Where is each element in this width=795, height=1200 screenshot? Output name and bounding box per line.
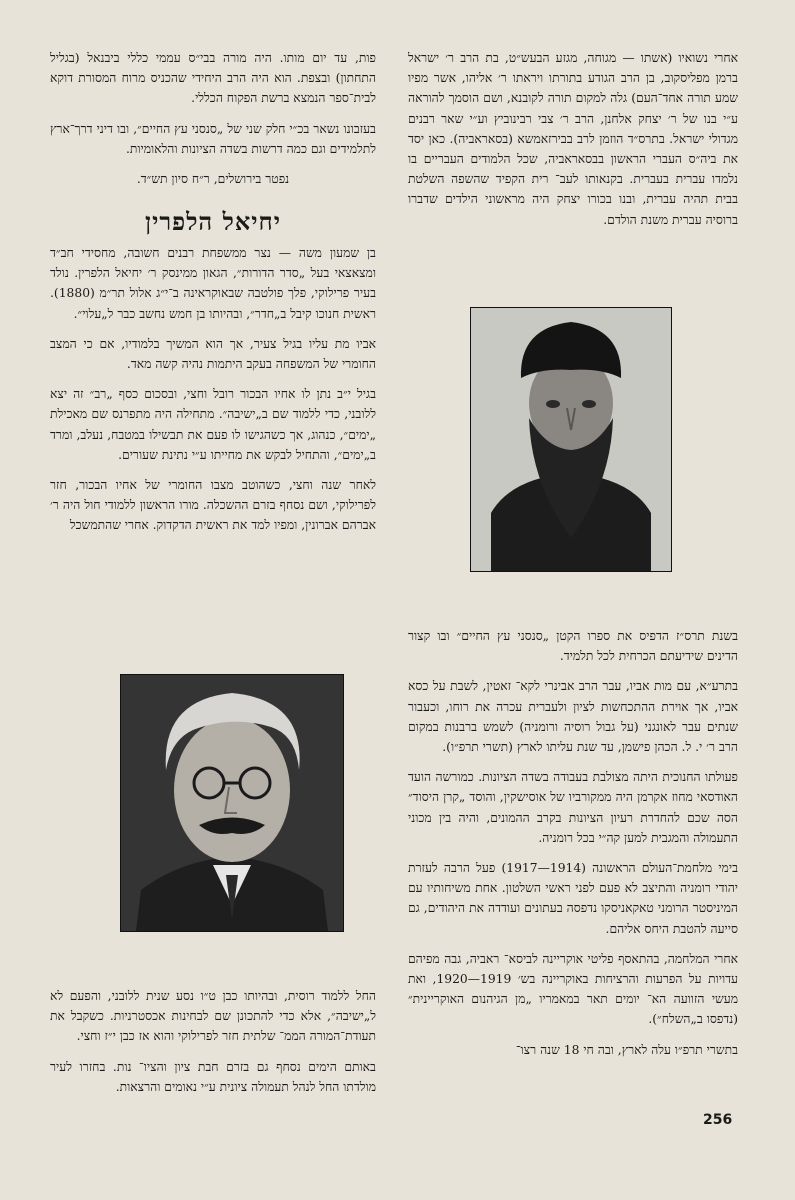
paragraph: בימי מלחמת־העולם הראשונה (1914—1917) פעל הרבה לעזרת יהודי רומניה והתיצב לא פעם לפני ראשי השלטון. אחת משיחותיו עם המיניסטר הרומני טאקאניסקו נדפסה בעתונים ועודדה את היהודים, גם סייעה להטבת היחס אליהם.: [408, 861, 738, 936]
paragraph: בן שמעון משה — נצר ממשפחת רבנים חשובה, מחסידי חב״ד ומצאצאי בעל „סדר הדורות״, הגאון ממינסק ר׳ יחיאל הלפרין. נולד בעיר פרילוקי, פלך פולטבה שבאוקראינה ב־י״ג אלול תר״מ (1880). ראשית חנוכו קיבל ב„חדר״, ובהיותו בן חמש נחשב כבר ל„עלוי״.: [50, 246, 376, 321]
section-heading: יחיאל הלפרין: [144, 207, 282, 237]
rabbi-portrait-drawing: [471, 308, 671, 571]
paragraph: פות, עד יום מותו. היה מורה בבי״ס עממי כללי ביבנאל (בגליל התחתון) ובצפת. הוא היה הרב היחידי שהכניס מרוח המסורת דוקא לבית־ספר הנמצא ברשת הפקוח הכללי.: [50, 51, 376, 106]
paragraph: באותם הימים נסחף גם בזרם חבת ציון והציו־ נות. בחזרו לעיר מולדתו החל לנהל תעמולה ציונית ע״י נאומים והרצאות.: [50, 1059, 376, 1094]
paragraph: אחרי נשואיו (אשתו — מגוחה, מגזע הבעש״ט, בת הרב ר׳ ישראל ברמן מפליסקוב, בן הרב הגודע בתורתו ויראתו ר׳ אליהו, אשר מפיו שמע תורה אחד־העם) גלה למקום תורה לקובנא, ושם הוסמך להוראה ע״י בנו של ר׳ יצחק אלחנן, הרב ר׳ צבי רבינוביץ וע״י שאר רבנים מגדולי ישראל. בתרס״ד הוזמן לרב בבירזאמשא (בסאראביה). כאן יסד את ביה״ס העברי הראשון בבסאראביה, שכל הלמודים העבריים בו נלמדו עברית בעברית. בקנאותו לעב־ רית הקפיד שהשפה השלטת בבית תהיה עברית, ובנו בכורו יצחק היה מראשוני הילדים שדברו ברוסיה עברית משנת הולדם.: [408, 51, 738, 227]
page-number: 256: [703, 1112, 733, 1128]
paragraph: בעזבונו נשאר בכ״י חלק שני של „סנסני עץ החיים״, ובו דיני דרך־ארץ לתלמידים וגם כמה דרשות בשדה הציונות והלאומיות.: [50, 121, 376, 156]
paragraph: בשנת תרס״ז הדפיס את ספרו הקטן „סנסני עץ החיים״ ובו קצור הדינים שידיעתם הכרחית לכל תלמיד.: [408, 629, 738, 664]
paragraph: בתרע״א, עם מות אביו, עבר הרב אבינרי לקא־ זאטין, לשבת על כסא אביו, אך אוירת ההתכחשות לציון ולעברית עכרה את רוחו, וכעבור שנתים עבר לאונגני (על גבול רוסיה ורומניה) לשמש ברבנות במקום הרב ר׳ י. ל. הכהן פישמן, עד שנת עליתו לארץ (תשרי תרפ״ו).: [408, 679, 738, 755]
death-dateline: נפטר בירושלים, ר״ח סיון תש״ד.: [136, 172, 290, 187]
left-column-bottom-text: [50, 986, 376, 1107]
paragraph: פעולתו החנוכית היתה מצולבת בעבודה בשדה הציונות. כמורשה הועד האודסאי מחוז אקרמן היה ממקורביו של אוסישקין, והוסד „קרן היסוד״ הסה שכם להחדרת רעיון הציונות בקרב ההמונים, והיה בין מכוני התעמולה והמגבית למען קה״י בכל רומניה.: [408, 770, 738, 845]
paragraph: אביו מת עליו בגיל צעיר, אך הוא המשיך בלמודיו, אם כי המצב החומרי של המשפחה בעקב היתמות נהיה קשה מאד.: [50, 336, 376, 372]
left-column-top-text: [50, 48, 376, 546]
right-column-bottom-text: [408, 626, 738, 1070]
paragraph: אחרי המלחמה, בהתאסף פליטי אוקריינה לביסא־ ראביה, גבה מפיהם עדויות על הפרעות והרציחות באוקריינה בש׳ 1919—1920, ואת מעשי הזוועה הא־ יומים תאר במאמריו „מן הגיהנום האוקריינית״ (נדפסו ב„השלח״).: [408, 951, 738, 1027]
paragraph: בגיל י״ב נתן לו אחיו הבכור רובל וחצי, ובסכום כסף „רב״ זה יצא ללובני, כדי ללמוד שם ב„ישיבה״. מתחילה היה מתפרנס שם מאכילת „ימים״, כנהוג, אך כשהגישו לו פעם את תבשילו במטבח, נעלב, ומרד ב„ימים״, והתחיל לבקש את מחייתו ע״י נתינת שעורים.: [50, 387, 376, 462]
paragraph: לאחר שנה וחצי, כשהוטב מצבו החומרי של אחיו הבכור, חזר לפרילוקי, ושם נסחף בזרם ההשכלה. מורו הראשון ללמודי חול היה ר׳ אברהם אברונין, ומפיו למד את ראשית הדקדוק. אחרי שהתמשכל: [50, 478, 376, 533]
right-column-top-text: [408, 48, 738, 240]
paragraph: החל ללמוד רוסית, ובהיותו כבן ט״ו נסע שנית ללובני, והפעם לא ל„ישיבה״, אלא כדי להתכונן שם לבחינות אכסטרניות. כשקבל את תעודת־המורה הממ־ שלתית חזר לפרילוקי והוא אז כבן י״ז וחצי.: [50, 989, 376, 1044]
halperin-portrait: [120, 674, 344, 932]
paragraph: בתשרי תרפ״ו עלה לארץ, ובה חי 18 שנה רצו־: [515, 1042, 738, 1057]
rabbi-portrait: [470, 307, 672, 572]
halperin-portrait-drawing: [121, 675, 343, 931]
